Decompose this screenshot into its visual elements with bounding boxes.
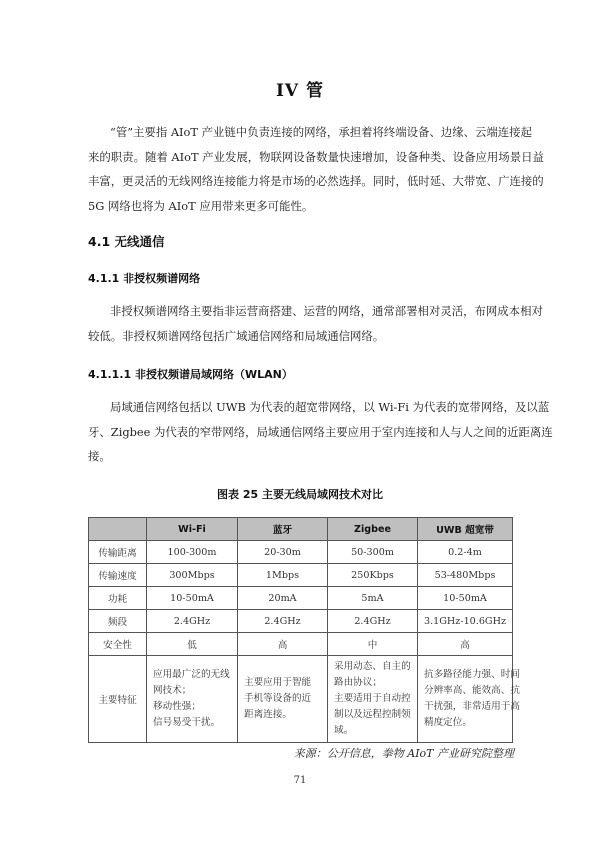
- table-cell: 高: [238, 633, 328, 656]
- feature-line: 路由协议；: [334, 677, 382, 688]
- table-header-cell: Wi-Fi: [147, 518, 238, 541]
- table-cell: 20mA: [238, 587, 328, 610]
- table-row: [89, 564, 513, 587]
- feature-line: 域。: [334, 725, 354, 736]
- table-cell: 2.4GHz: [328, 610, 418, 633]
- feature-line: 主要应用于智能: [244, 677, 312, 688]
- feature-line: 应用最广泛的无线: [153, 669, 230, 680]
- section-heading-4-1-1-1: 4.1.1.1 非授权频谱局域网络（WLAN）: [88, 368, 293, 381]
- table-cell: 3.1GHz-10.6GHz: [418, 610, 513, 633]
- wlan-comparison-table: [88, 517, 520, 743]
- feature-line: 网技术；: [153, 685, 192, 696]
- feature-line: 精度定位。: [424, 717, 472, 728]
- row-label: 频段: [89, 610, 147, 633]
- wlan-line-3: 接。: [88, 449, 111, 463]
- table-cell: 300Mbps: [147, 564, 238, 587]
- section-heading-4-1: 4.1 无线通信: [88, 234, 165, 249]
- table-cell: 0.2-4m: [418, 541, 513, 564]
- intro-paragraph: [88, 120, 544, 218]
- feature-line: 分辨率高、能效高、抗: [424, 685, 520, 696]
- feature-line: 干扰强，非常适用于高: [424, 701, 520, 712]
- feature-line: 移动性强；: [153, 701, 201, 712]
- table-cell: 2.4GHz: [147, 610, 238, 633]
- row-label: 安全性: [89, 633, 147, 656]
- intro-line-1: “管”主要指 AIoT 产业链中负责连接的网络，承担着将终端设备、边缘、云端连接起: [110, 125, 532, 139]
- table-cell: 低: [147, 633, 238, 656]
- table-header-cell: 蓝牙: [238, 518, 328, 541]
- page-number: 71: [293, 775, 307, 786]
- table-cell: 250Kbps: [328, 564, 418, 587]
- table-cell: 20-30m: [238, 541, 328, 564]
- feature-line: 采用动态、自主的: [334, 661, 411, 672]
- table-row: [89, 541, 513, 564]
- intro-line-3: 丰富，更灵活的无线网络连接能力将是市场的必然选择。同时，低时延、大带宽、广连接的: [88, 174, 544, 188]
- feature-cell-wifi: [147, 656, 238, 743]
- table-row: [89, 633, 513, 656]
- table-cell: 10-50mA: [418, 587, 513, 610]
- table-cell: 50-300m: [328, 541, 418, 564]
- row-label: 主要特征: [89, 656, 147, 743]
- feature-line: 信号易受干扰。: [153, 717, 221, 728]
- row-label: 功耗: [89, 587, 147, 610]
- table-cell: 53-480Mbps: [418, 564, 513, 587]
- table-header-cell: [89, 518, 147, 541]
- feature-line: 制以及远程控制领: [334, 709, 411, 720]
- table-row-features: [89, 656, 513, 743]
- chapter-title: IV 管: [275, 81, 325, 101]
- table-row: [89, 587, 513, 610]
- wlan-line-2: 牙、Zigbee 为代表的窄带网络，局域通信网络主要应用于室内连接和人与人之间的近距离连: [88, 424, 553, 439]
- table-cell: 高: [418, 633, 513, 656]
- table-cell: 中: [328, 633, 418, 656]
- row-label: 传输速度: [89, 564, 147, 587]
- table-cell: 5mA: [328, 587, 418, 610]
- feature-cell-bluetooth: [238, 656, 328, 743]
- feature-line: 主要适用于自动控: [334, 693, 411, 704]
- feature-cell-zigbee: [328, 656, 418, 743]
- unlicensed-line-2: 较低。非授权频谱网络包括广域通信网络和局域通信网络。: [88, 328, 385, 343]
- table-header-row: [89, 518, 513, 541]
- wlan-line-1: 局域通信网络包括以 UWB 为代表的超宽带网络，以 Wi-Fi 为代表的宽带网络，及以蓝: [110, 400, 550, 414]
- table-header-cell: Zigbee: [328, 518, 418, 541]
- section-heading-4-1-1: 4.1.1 非授权频谱网络: [88, 272, 201, 285]
- figure-caption: 图表 25 主要无线局域网技术对比: [217, 488, 383, 501]
- intro-line-2: 来的职责。随着 AIoT 产业发展，物联网设备数量快速增加，设备种类、设备应用场景日益: [88, 149, 544, 164]
- wlan-paragraph: [88, 395, 553, 469]
- table-cell: 2.4GHz: [238, 610, 328, 633]
- row-label: 传输距离: [89, 541, 147, 564]
- feature-line: 距离连接。: [244, 709, 292, 720]
- table-header-cell: UWB 超宽带: [418, 518, 513, 541]
- table-cell: 10-50mA: [147, 587, 238, 610]
- table-cell: 100-300m: [147, 541, 238, 564]
- unlicensed-line-1: 非授权频谱网络主要指非运营商搭建、运营的网络，通常部署相对灵活，布网成本相对: [110, 304, 543, 318]
- table-row: [89, 610, 513, 633]
- unlicensed-spectrum-paragraph: [88, 299, 543, 348]
- feature-line: 抗多路径能力强、时间: [424, 669, 520, 680]
- feature-line: 手机等设备的近: [244, 693, 312, 704]
- figure-source: 来源：公开信息，拳物 AIoT 产业研究院整理: [293, 747, 514, 760]
- table-cell: 1Mbps: [238, 564, 328, 587]
- intro-line-4: 5G 网络也将为 AIoT 应用带来更多可能性。: [88, 198, 314, 213]
- feature-cell-uwb: [418, 656, 520, 743]
